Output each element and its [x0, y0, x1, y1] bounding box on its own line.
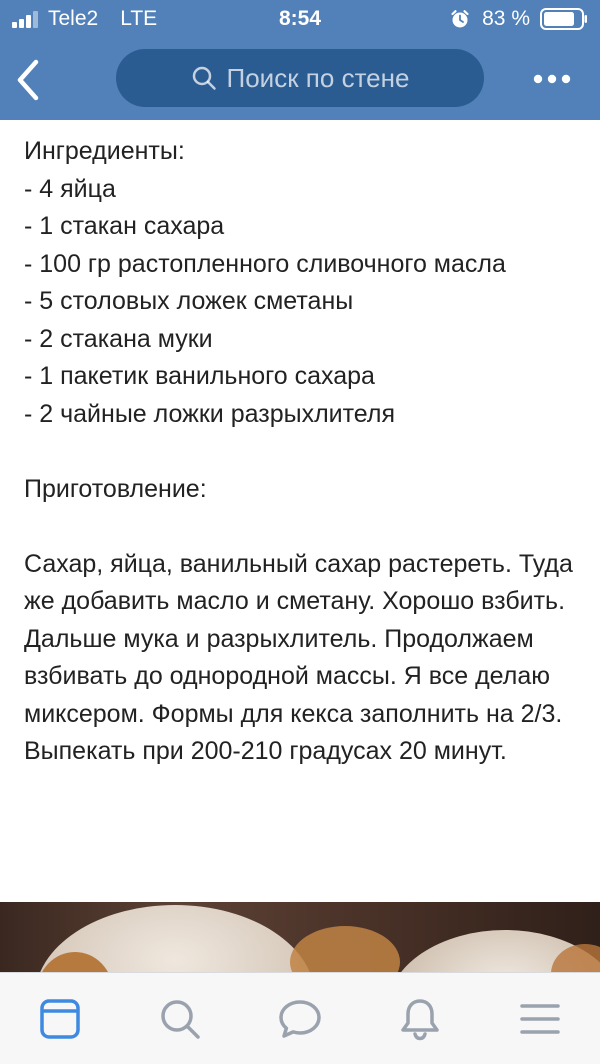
nav-bar [0, 40, 600, 120]
preparation-title: Приготовление: [24, 474, 207, 503]
ingredients-title: Ингредиенты: [24, 137, 185, 165]
news-feed-icon[interactable] [36, 995, 84, 1043]
ingredient-item: - 5 столовых ложек сметаны [24, 287, 354, 315]
status-time: 8:54 [278, 7, 322, 30]
alarm-icon [450, 9, 470, 29]
carrier-name: Tele2 [48, 7, 99, 30]
battery-icon [540, 8, 588, 30]
search-placeholder: Поиск по стене [226, 62, 410, 93]
post-content [24, 133, 584, 771]
post-photo[interactable] [0, 902, 600, 972]
network-type: LTE [120, 7, 158, 30]
ingredient-item: - 2 чайные ложки разрыхлителя [24, 399, 395, 428]
ingredient-item: - 1 пакетик ванильного сахара [24, 362, 375, 390]
preparation-text: Сахар, яйца, ванильный сахар растереть. Туда же добавить масло и сметану. Хорошо взбить. Дальше мука и разрыхлитель. Продолжаем взбивать до однородной массы. Я все делаю миксером. Формы для кекса заполнить на 2/3. Выпекать при 200-210 градусах 20 минут. [24, 549, 573, 765]
more-options-icon[interactable] [524, 64, 580, 94]
app-header [0, 0, 600, 120]
ingredient-item: - 1 стакан сахара [24, 212, 225, 240]
ingredient-item: - 2 стакана муки [24, 324, 213, 353]
bottom-tab-bar [0, 972, 600, 1064]
notifications-bell-icon[interactable] [396, 995, 444, 1043]
back-chevron-icon[interactable] [10, 52, 50, 108]
ingredient-item: - 4 яйца [24, 174, 116, 203]
status-right [450, 7, 588, 31]
menu-icon[interactable] [516, 995, 564, 1043]
wall-search-input[interactable] [116, 49, 484, 107]
search-tab-icon[interactable] [156, 995, 204, 1043]
search-icon [191, 65, 217, 91]
cupcakes-image [0, 902, 600, 972]
messages-icon[interactable] [276, 995, 324, 1043]
status-bar [0, 0, 600, 40]
battery-percentage: 83 % [482, 7, 530, 30]
ingredient-item: - 100 гр растопленного сливочного масла [24, 249, 506, 278]
